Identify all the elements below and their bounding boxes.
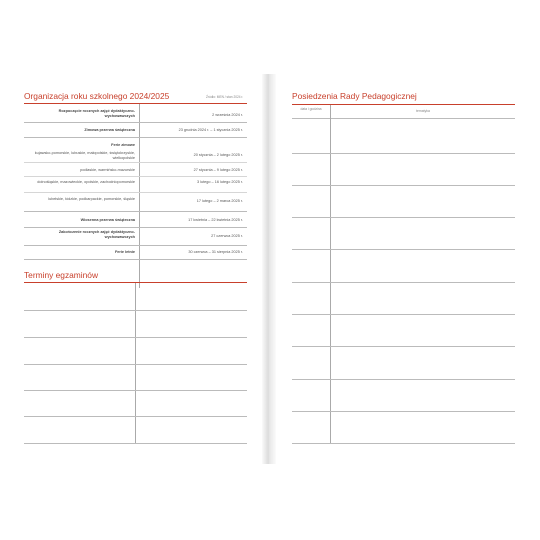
org-row-value: 2 września 2024 r. [212, 113, 243, 117]
row-rule [24, 162, 247, 163]
org-row-value: 20 stycznia – 2 lutego 2025 r. [193, 153, 243, 157]
exam-row-rule [24, 390, 247, 391]
row-rule [24, 259, 247, 260]
council-row-rule [292, 153, 515, 154]
source-note: Źródło: MEN / stan 2024 r. [206, 95, 244, 99]
org-row-value: 27 czerwca 2025 r. [211, 234, 243, 238]
organization-table-divider [139, 104, 140, 288]
council-row-rule [292, 443, 515, 444]
organization-title-rule [24, 103, 247, 104]
org-row-value: 30 czerwca – 31 sierpnia 2025 r. [188, 250, 243, 254]
date-column-header: data i godzina [300, 107, 322, 111]
council-row-rule [292, 411, 515, 412]
exam-row-rule [24, 443, 247, 444]
row-rule [24, 211, 247, 212]
org-row-label: kujawsko-pomorskie, lubuskie, małopolskie, świętokrzyskie, wielkopolskie [34, 151, 135, 160]
org-row-value: 17 kwietnia – 22 kwietnia 2025 r. [188, 218, 243, 222]
council-row-rule [292, 249, 515, 250]
council-title-rule [292, 104, 515, 105]
row-rule [24, 192, 247, 193]
council-row-rule [292, 314, 515, 315]
exam-row-rule [24, 310, 247, 311]
exam-row-rule [24, 416, 247, 417]
council-row-rule [292, 217, 515, 218]
org-row-value: 17 lutego – 2 marca 2025 r. [196, 199, 243, 203]
org-row-label: Wiosenna przerwa świąteczna [80, 218, 135, 222]
right-page [276, 74, 526, 464]
topic-column-header: tematyka [416, 109, 430, 113]
council-title: Posiedzenia Rady Pedagogicznej [292, 91, 417, 101]
org-row-label: Ferie letnie [114, 250, 135, 254]
org-row-label: Zimowa przerwa świąteczna [84, 128, 135, 132]
org-row-label: lubelskie, łódzkie, podkarpackie, pomorskie, śląskie [48, 197, 135, 201]
org-row-label: Ferie zimowe [111, 143, 135, 147]
org-row-value: 27 stycznia – 9 lutego 2025 r. [193, 168, 243, 172]
org-row-label: Zakończenie rocznych zajęć dydaktyczno-wychowawczych [58, 230, 135, 239]
row-rule [24, 245, 247, 246]
exams-table-divider [135, 283, 136, 443]
org-row-label: dolnośląskie, mazowieckie, opolskie, zachodniopomorskie [37, 180, 135, 184]
left-page [14, 74, 262, 464]
council-row-rule [292, 282, 515, 283]
exams-title: Terminy egzaminów [24, 270, 99, 280]
council-table-divider [330, 105, 331, 444]
council-row-rule [292, 185, 515, 186]
org-row-label: Rozpoczęcie rocznych zajęć dydaktyczno-wychowawczych [58, 109, 135, 118]
exam-row-rule [24, 337, 247, 338]
exam-row-rule [24, 364, 247, 365]
council-row-rule [292, 346, 515, 347]
header-rule [292, 118, 515, 119]
row-rule [24, 137, 247, 138]
book-spine [262, 74, 276, 464]
org-row-label: podlaskie, warmińsko-mazurskie [80, 168, 135, 172]
council-row-rule [292, 379, 515, 380]
row-rule [24, 227, 247, 228]
org-row-value: 23 grudnia 2024 r. – 1 stycznia 2025 r. [178, 128, 243, 132]
org-row-value: 3 lutego – 16 lutego 2025 r. [196, 180, 243, 184]
row-rule [24, 176, 247, 177]
row-rule [24, 122, 247, 123]
organization-title: Organizacja roku szkolnego 2024/2025 [24, 91, 170, 101]
